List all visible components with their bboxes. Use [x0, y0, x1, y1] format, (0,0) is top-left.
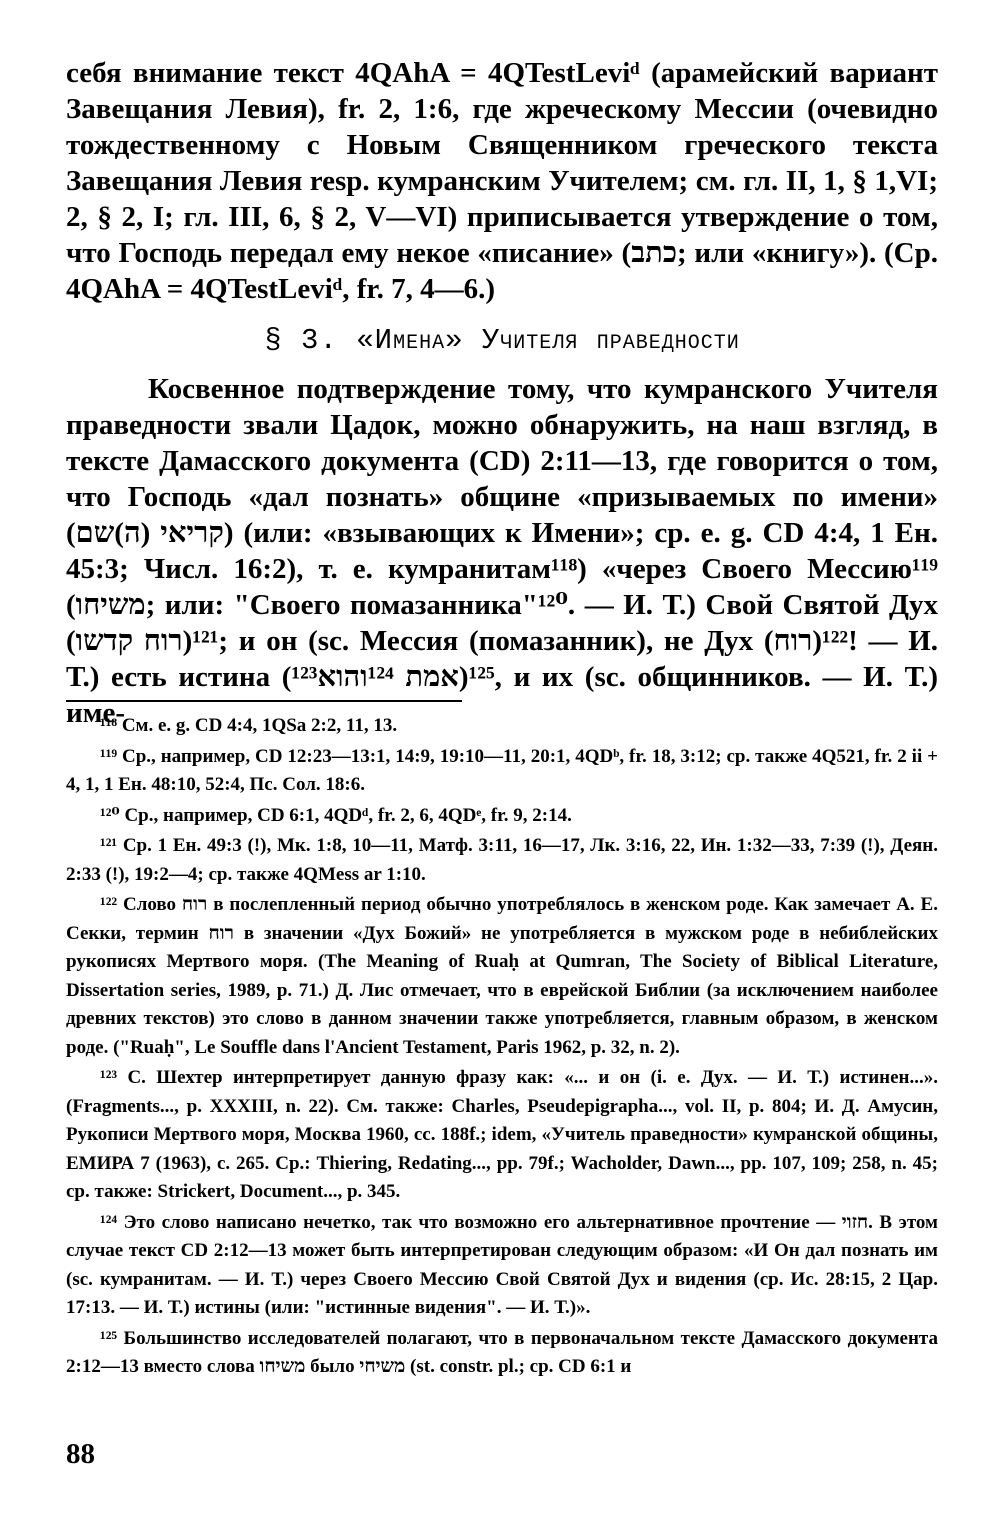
paragraph-1: себя внимание текст 4QAhA = 4QTestLeviᵈ (арамейский вариант Завещания Левия), fr. 2, 1:6, где жреческому Мессии (очевидно тождественному с Новым Священником греческого текста Завещания Левия resp. кумранским Учителем; см. гл. II, 1, § 1,VI; 2, § 2, I; гл. III, 6, § 2, V—VI) приписывается утверждение о том, что Господь передал ему некое «писание» (כתב; или «книгу»). (Ср. 4QAhA = 4QTestLeviᵈ, fr. 7, 4—6.)	[66, 57, 938, 305]
footnote-119: ¹¹⁹ Ср., например, CD 12:23—13:1, 14:9, 19:10—11, 20:1, 4QDᵇ, fr. 18, 3:12; ср. также 4Q521, fr. 2 ii + 4, 1, 1 Ен. 48:10, 52:4, Пс. Сол. 18:6.	[66, 745, 938, 795]
footnote-124: ¹²⁴ Это слово написано нечетко, так что возможно его альтернативное прочтение — חזוי. В этом случае текст CD 2:12—13 может быть интерпретирован следующим образом: «И Он дал познать им (sc. кумранитам. — И. Т.) через Своего Мессию Свой Святой Дух и видения (ср. Ис. 28:15, 2 Цар. 17:13. — И. Т.) истины (или: "истинные видения". — И. Т.)».	[66, 1211, 938, 1318]
footnote-118: ¹¹⁸ См. e. g. CD 4:4, 1QSa 2:2, 11, 13.	[100, 715, 398, 736]
footnote-123: ¹²³ С. Шехтер интерпретирует данную фразу как: «... и он (i. e. Дух. — И. Т.) истинен...». (Fragments..., p. XXXIII, n. 22). См. также: Charles, Pseudepigrapha..., vol. II, p. 804; И. Д. Амусин, Рукописи Мертвого моря, Москва 1960, сс. 188f.; idem, «Учитель праведности» кумранской общины, ЕМИРА 7 (1963), с. 265. Ср.: Thiering, Redating..., pp. 79f.; Wacholder, Dawn..., pp. 107, 109; 258, n. 45; ср. также: Strickert, Document..., p. 345.	[66, 1067, 938, 1202]
footnotes	[66, 712, 938, 1384]
page-number: 88	[66, 1438, 95, 1470]
footnote-121: ¹²¹ Ср. 1 Ен. 49:3 (!), Мк. 1:8, 10—11, Матф. 3:11, 16—17, Лк. 3:16, 22, Ин. 1:32—33, 7:39 (!), Деян. 2:33 (!), 19:2—4; ср. также 4QMess ar 1:10.	[66, 835, 938, 885]
footnote-120: ¹²⁰ Ср., например, CD 6:1, 4QDᵈ, fr. 2, 6, 4QDᵉ, fr. 9, 2:14.	[100, 804, 572, 826]
main-text	[66, 55, 938, 731]
footnote-separator	[66, 700, 462, 702]
footnote-122: ¹²² Слово רוח в послепленный период обычно употреблялось в женском роде. Как замечает А. Е. Секки, термин רוח в значении «Дух Божий» не употребляется в мужском роде в небиблейских рукописях Мертвого моря. (The Meaning of Ruaḥ at Qumran, The Society of Biblical Literature, Dissertation series, 1989, p. 71.) Д. Лис отмечает, что в еврейской Библии (за исключением наиболее древних текстов) это слово в данном значении также употребляется, главным образом, в женском роде. ("Ruaḥ", Le Souffle dans l'Ancient Testament, Paris 1962, p. 32, n. 2).	[66, 894, 938, 1058]
footnote-125: ¹²⁵ Большинство исследователей полагают, что в первоначальном тексте Дамасского документа 2:12—13 вместо слова משיחו было משיחי (st. constr. pl.; ср. CD 6:1 и	[66, 1327, 938, 1377]
paragraph-2: Косвенное подтверждение тому, что кумранского Учителя праведности звали Цадок, можно обнаружить, на наш взгляд, в тексте Дамасского документа (CD) 2:11—13, где говорится о том, что Господь «дал познать» общине «призываемых по имени» (קריאי (ה)שם) (или: «взывающих к Имени»; ср. e. g. CD 4:4, 1 Ен. 45:3; Числ. 16:2), т. е. кумранитам¹¹⁸) «через Своего Мессию¹¹⁹ (משיחו; или: "Своего помазанника"¹²⁰. — И. Т.) Свой Святой Дух (רוח קדשו)¹²¹; и он (sc. Мессия (помазанник), не Дух (רוח)¹²²! — И. Т.) есть истина (¹²³אמת ¹²⁴והוא)¹²⁵, и их (sc. общинников. — И. Т.) име-	[66, 373, 939, 729]
section-heading: § 3. «Имена» Учителя праведности	[264, 324, 740, 357]
